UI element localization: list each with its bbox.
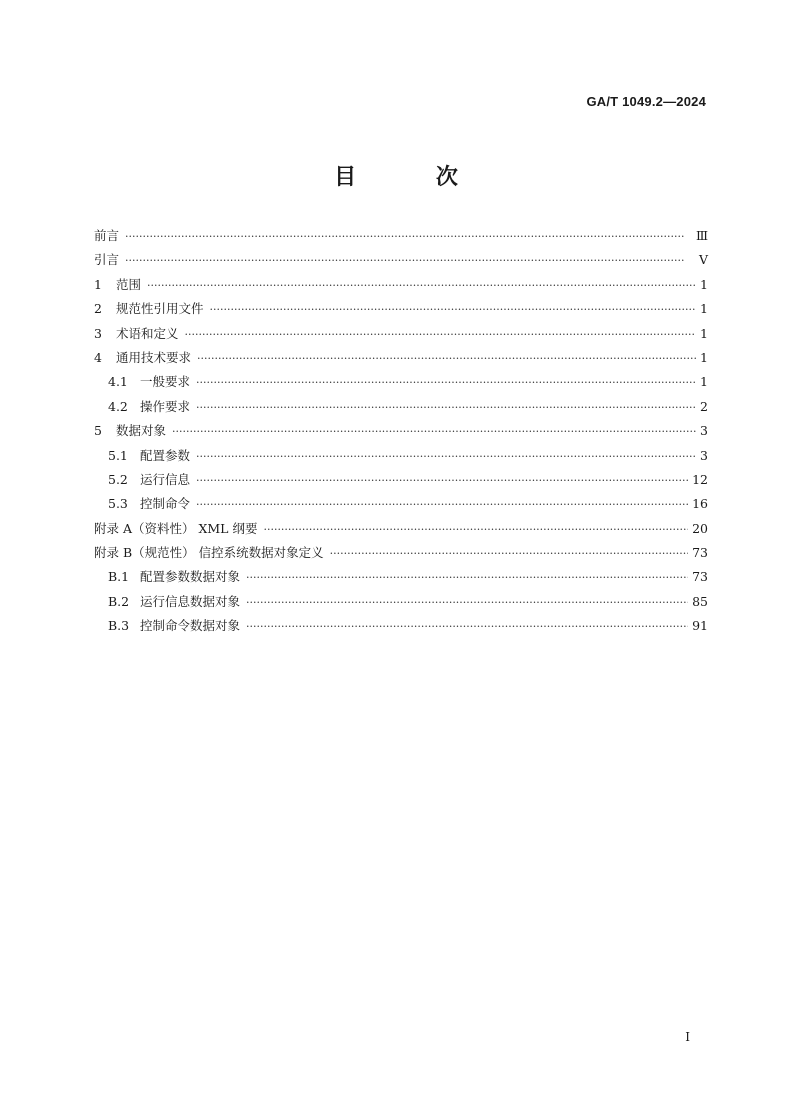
- toc-entry[interactable]: [94, 565, 708, 589]
- toc-entry-label: 运行信息: [140, 471, 191, 487]
- toc-entry-page: 16: [692, 496, 708, 512]
- dot-leader: [125, 249, 695, 273]
- page-title: 目 次: [334, 165, 494, 190]
- toc-entry-page: 12: [692, 471, 708, 487]
- toc-entry-page: 1: [700, 374, 708, 390]
- toc-entry[interactable]: [94, 468, 708, 492]
- toc-entry-number: 5.2: [108, 471, 128, 487]
- toc-entry-label: 术语和定义: [116, 325, 179, 341]
- dot-leader: [246, 615, 688, 639]
- toc-entry-page: 73: [692, 569, 708, 585]
- toc-entry-number: B.3: [108, 618, 130, 634]
- toc-entry-label: 规范性引用文件: [116, 301, 204, 317]
- toc-entry-label: 配置参数数据对象: [140, 569, 241, 585]
- toc-entry-number: 3: [94, 325, 102, 341]
- toc-entry-label: 引言: [94, 252, 120, 268]
- toc-entry[interactable]: [94, 590, 708, 614]
- toc-entry-label: 一般要求: [140, 374, 191, 390]
- toc-entry[interactable]: [94, 517, 708, 541]
- toc-entry[interactable]: [94, 346, 708, 370]
- toc-entry-page: Ⅲ: [695, 228, 708, 243]
- toc-entry-number: 4: [94, 349, 102, 365]
- toc-entry[interactable]: [94, 370, 708, 394]
- toc-entry-number: 4.1: [108, 374, 128, 390]
- toc-entry[interactable]: [94, 273, 708, 297]
- dot-leader: [185, 323, 697, 347]
- dot-leader: [196, 371, 696, 395]
- dot-leader: [196, 469, 688, 493]
- table-of-contents: [94, 224, 708, 639]
- dot-leader: [196, 493, 688, 517]
- dot-leader: [330, 542, 688, 566]
- toc-entry-page: 85: [692, 593, 708, 609]
- toc-entry-page: 91: [692, 618, 708, 634]
- toc-entry-number: 5.3: [108, 496, 128, 512]
- toc-entry-number: 2: [94, 301, 102, 317]
- toc-entry-label: 附录 B（规范性） 信控系统数据对象定义: [94, 545, 324, 561]
- document-code: GA/T 1049.2—2024: [586, 94, 706, 109]
- toc-entry-label: 运行信息数据对象: [140, 593, 241, 609]
- toc-entry-number: 1: [94, 276, 102, 292]
- toc-entry-number: 5: [94, 423, 102, 439]
- toc-entry-page: 20: [692, 520, 708, 536]
- toc-entry-page: 1: [700, 301, 708, 317]
- toc-entry-number: 5.1: [108, 447, 128, 463]
- toc-entry[interactable]: [94, 322, 708, 346]
- toc-entry[interactable]: [94, 614, 708, 638]
- dot-leader: [246, 566, 688, 590]
- toc-entry[interactable]: [94, 444, 708, 468]
- toc-entry-label: 控制命令数据对象: [140, 618, 241, 634]
- toc-entry[interactable]: [94, 297, 708, 321]
- dot-leader: [263, 518, 688, 542]
- dot-leader: [246, 591, 688, 615]
- toc-entry-label: 范围: [116, 276, 142, 292]
- toc-entry[interactable]: [94, 541, 708, 565]
- toc-entry-page: 1: [700, 349, 708, 365]
- page-number: I: [685, 1030, 690, 1044]
- dot-leader: [172, 420, 696, 444]
- toc-entry[interactable]: [94, 492, 708, 516]
- toc-entry-number: B.1: [108, 569, 130, 585]
- toc-entry[interactable]: [94, 419, 708, 443]
- toc-entry-page: 2: [700, 398, 708, 414]
- toc-entry-page: 3: [700, 447, 708, 463]
- toc-entry-label: 通用技术要求: [116, 349, 192, 365]
- toc-entry-number: 4.2: [108, 398, 128, 414]
- dot-leader: [125, 225, 692, 249]
- toc-entry-label: 操作要求: [140, 398, 191, 414]
- toc-entry[interactable]: [94, 248, 708, 272]
- toc-entry-page: Ⅴ: [698, 252, 708, 268]
- toc-entry-label: 附录 A（资料性） XML 纲要: [94, 520, 258, 536]
- toc-entry-page: 1: [700, 325, 708, 341]
- toc-entry[interactable]: [94, 224, 708, 248]
- toc-entry-page: 1: [700, 276, 708, 292]
- toc-entry[interactable]: [94, 395, 708, 419]
- toc-entry-label: 配置参数: [140, 447, 191, 463]
- dot-leader: [196, 396, 696, 420]
- toc-entry-label: 前言: [94, 228, 120, 243]
- toc-entry-label: 控制命令: [140, 496, 191, 512]
- toc-entry-page: 73: [692, 545, 708, 561]
- dot-leader: [196, 445, 696, 469]
- toc-entry-page: 3: [700, 423, 708, 439]
- toc-entry-number: B.2: [108, 593, 130, 609]
- toc-entry-label: 数据对象: [116, 423, 167, 439]
- dot-leader: [210, 298, 697, 322]
- dot-leader: [197, 347, 696, 371]
- dot-leader: [147, 274, 696, 298]
